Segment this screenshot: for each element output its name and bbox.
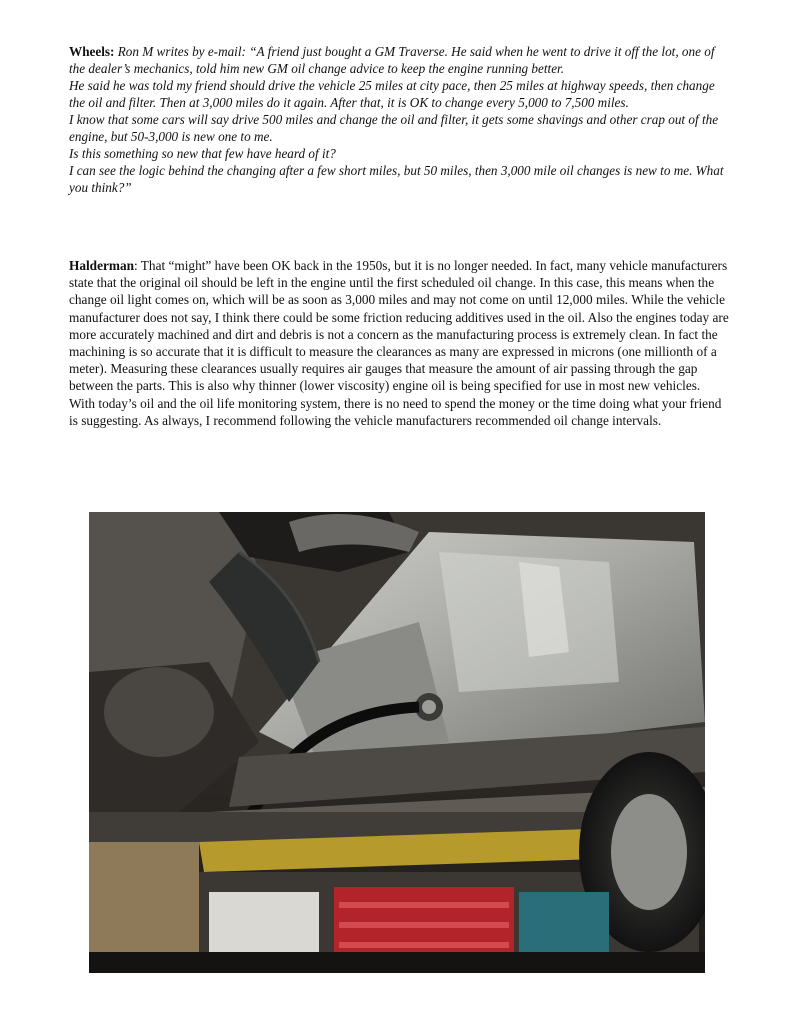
answer-text: : That “might” have been OK back in the 1950s, but it is no longer needed. In fact, many vehicle manufacturers state that the original oil should be left in the engine until the first scheduled oil change. In this case, this means when the change oil light comes on, which will be as soon as 3,000 miles and may not come on until 12,000 miles. While the vehicle manufacturer does not say, I think there could be some friction reducing additives used in the oil. Also the engines today are more accurately machined and dirt and debris is not a concern as the manufacturing process is extremely clean. In fact the machining is so accurate that it is difficult to measure the clearances as many are expressed in microns (one millionth of a meter). Measuring these clearances usually requires air gauges that measure the amount of air passing through the gap between the parts. This is also why thinner (lower viscosity) engine oil is being specified for use in most new vehicles. With today’s oil and the oil life monitoring system, there is no need to spend the money or the time doing what your friend is suggesting. As always, I recommend following the vehicle manufacturers recommended oil change intervals. — [69, 258, 729, 428]
question-lead: Wheels: — [69, 44, 115, 59]
oil-pan-photo — [89, 512, 705, 973]
answer-paragraph — [69, 257, 729, 429]
question-paragraph-1 — [69, 43, 729, 77]
reader-question — [69, 43, 729, 196]
question-paragraph-3: I know that some cars will say drive 500 miles and change the oil and filter, it gets some shavings and other crap out of the engine, but 50-3,000 is new one to me. — [69, 112, 719, 144]
question-line-1: Ron M writes by e-mail: “A friend just bought a GM Traverse. He said when he went to drive it off the lot, one of the dealer’s mechanics, told him new GM oil change advice to keep the engine running better. — [69, 44, 715, 76]
question-paragraph-5: I can see the logic behind the changing after a few short miles, but 50 miles, then 3,000 mile oil changes is new to me. What you think?” — [69, 163, 724, 195]
question-paragraph-4: Is this something so new that few have heard of it? — [69, 146, 336, 161]
answer-lead: Halderman — [69, 258, 135, 273]
question-paragraph-2: He said he was told my friend should drive the vehicle 25 miles at city pace, then 25 miles at highway speeds, then change the oil and filter. Then at 3,000 miles do it again. After that, it is OK to change every 5,000 to 7,500 miles. — [69, 78, 715, 110]
expert-answer — [69, 257, 729, 429]
